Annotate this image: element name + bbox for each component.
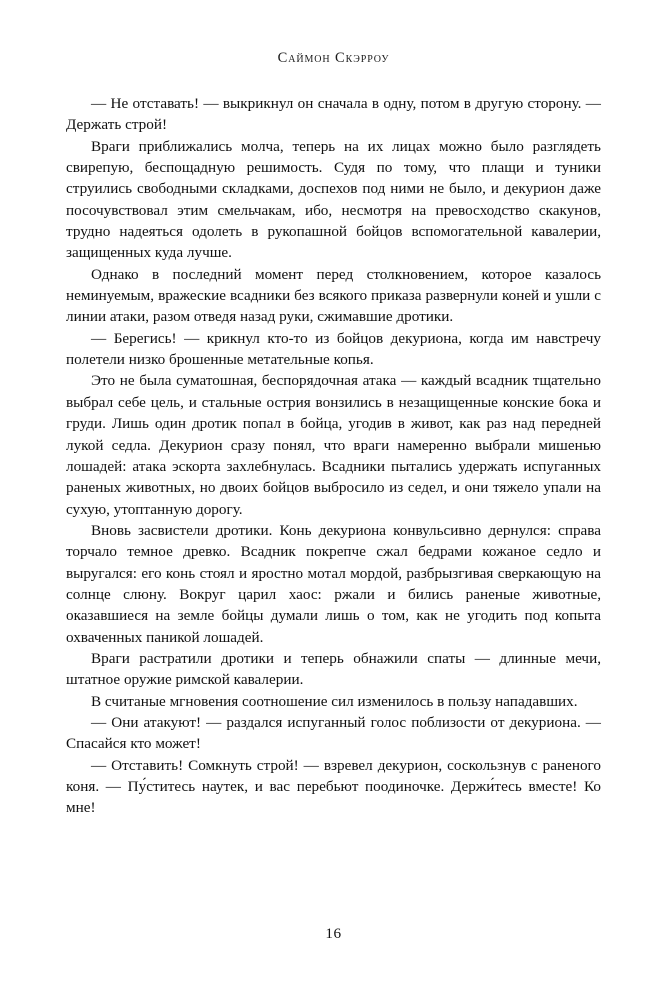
paragraph: — Не отставать! — выкрикнул он сначала в одну, потом в другую сторону. — Держать строй! [66, 95, 601, 134]
paragraph: В считаные мгновения соотношение сил изменилось в пользу нападавших. [91, 692, 578, 710]
running-head [66, 50, 601, 67]
paragraph: Вновь засвистели дротики. Конь декуриона конвульсивно дернулся: справа торчало темное древко. Всадник покрепче сжал бедрами кожаное седло и выругался: его конь стоял и яростно мотал мордой, разбрызгивая сверкающую на солнце слюну. Вокруг царил хаос: ржали и бились раненые животные, оказавшиеся на земле бойцы думали лишь о том, как не угодить под копыта охваченных паникой лошадей. [66, 521, 601, 646]
body-text [66, 93, 601, 925]
paragraph: Однако в последний момент перед столкновением, которое казалось неминуемым, вражеские всадники без всякого приказа развернули коней и ушли с линии атаки, разом отведя назад руки, сжимавшие дротики. [66, 265, 601, 326]
paragraph: Это не была суматошная, беспорядочная атака — каждый всадник тщательно выбрал себе цель, и стальные острия вонзились в незащищенные конские бока и груди. Лишь один дротик попал в бойца, угодив в живот, как раз над передней лукой седла. Декурион сразу понял, что враги намеренно выбрали мишенью лошадей: атака эскорта захлебнулась. Всадники пытались удержать испуганных раненых животных, но двоих бойцов выбросило из седел, и они тяжело упали на сухую, утоптанную дорогу. [66, 372, 601, 518]
paragraph: Враги растратили дротики и теперь обнажили спаты — длинные мечи, штатное оружие римской кавалерии. [66, 649, 601, 689]
paragraph: — Отставить! Сомкнуть строй! — взревел декурион, соскользнув с раненого коня. — Пу́ститесь наутек, и вас перебьют поодиночке. Держи́тесь вместе! Ко мне! [66, 756, 601, 817]
page-number: 16 [325, 925, 342, 942]
paragraph: Враги приближались молча, теперь на их лицах можно было разглядеть свирепую, беспощадную решимость. Судя по тому, что плащи и туники струились свободными складками, доспехов под ними не было, и декурион даже посочувствовал этим смельчакам, ибо, несмотря на превосходство скакунов, трудно надеяться одолеть в рукопашной бойцов вспомогательной кавалерии, защищенных куда лучше. [66, 137, 601, 262]
paragraph: — Берегись! — крикнул кто-то из бойцов декуриона, когда им навстречу полетели низко брошенные метательные копья. [66, 329, 601, 369]
paragraph: — Они атакуют! — раздался испуганный голос поблизости от декуриона. — Спасайся кто может! [66, 713, 601, 753]
running-head-text: Саймон Скэрроу [277, 50, 390, 66]
